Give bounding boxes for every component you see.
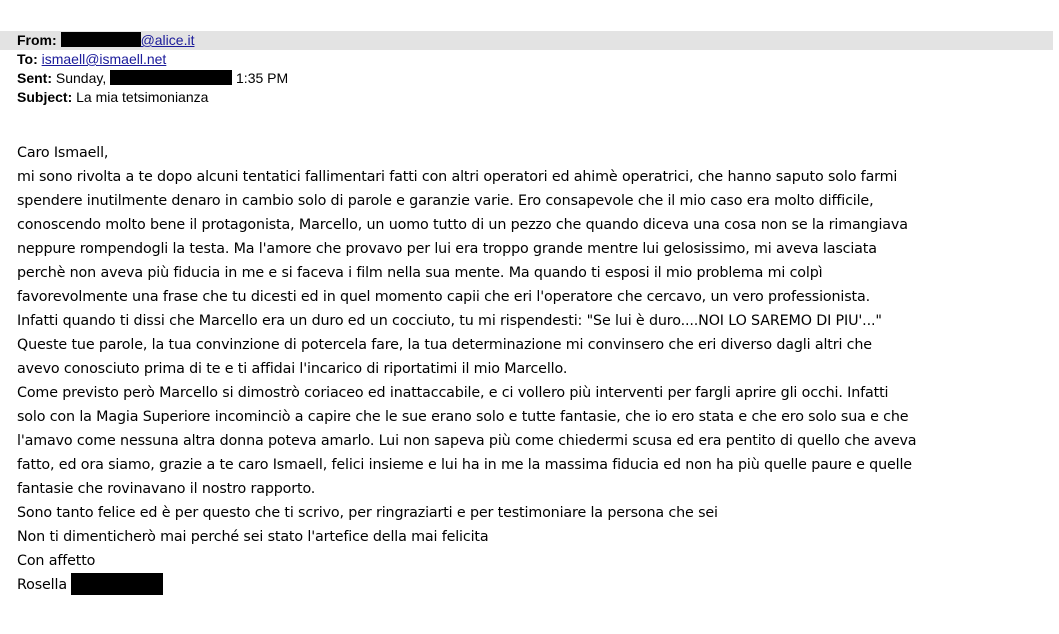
body-line: Come previsto però Marcello si dimostrò coriaceo ed inattaccabile, e ci vollero più interventi per fargli aprire gli occhi. Infatti bbox=[17, 385, 889, 401]
email-body bbox=[17, 141, 1057, 597]
body-line: mi sono rivolta a te dopo alcuni tentatici fallimentari fatti con altri operatori ed ahimè operatrici, che hanno saputo solo farmi bbox=[17, 169, 898, 185]
body-line: conoscendo molto bene il protagonista, Marcello, un uomo tutto di un pezzo che quando diceva una cosa non se la rimangiava bbox=[17, 217, 908, 233]
from-row bbox=[0, 31, 1053, 50]
subject-value: La mia tetsimonianza bbox=[76, 89, 209, 105]
body-line: fatto, ed ora siamo, grazie a te caro Ismaell, felici insieme e lui ha in me la massima fiducia ed non ha più quelle paure e quelle bbox=[17, 457, 912, 473]
body-line: Con affetto bbox=[17, 553, 96, 569]
to-label: To: bbox=[17, 51, 38, 67]
body-line: spendere inutilmente denaro in cambio solo di parole e garanzie varie. Ero consapevole che il mio caso era molto difficile, bbox=[17, 193, 874, 209]
body-line: Sono tanto felice ed è per questo che ti scrivo, per ringraziarti e per testimoniare la persona che sei bbox=[17, 505, 718, 521]
from-domain-link[interactable]: @alice.it bbox=[140, 32, 195, 48]
sent-time: 1:35 PM bbox=[236, 70, 289, 86]
subject-label: Subject: bbox=[17, 89, 73, 105]
to-row bbox=[0, 50, 1059, 69]
body-line: Infatti quando ti dissi che Marcello era un duro ed un cocciuto, tu mi rispendesti: "Se lui è duro....NOI LO SAREMO DI PIU'..." bbox=[17, 313, 882, 329]
body-line: fantasie che rovinavano il nostro rapporto. bbox=[17, 481, 316, 497]
body-line: Queste tue parole, la tua convinzione di potercela fare, la tua determinazione mi convinsero che eri diverso dagli altri che bbox=[17, 337, 872, 353]
body-line: solo con la Magia Superiore incominciò a capire che le sue erano solo e tutte fantasie, che io ero stata e che ero solo sua e che bbox=[17, 409, 909, 425]
from-redaction bbox=[61, 32, 141, 47]
from-label: From: bbox=[17, 32, 57, 48]
body-line: favorevolmente una frase che tu dicesti ed in quel momento capii che eri l'operatore che cercavo, un vero professionista. bbox=[17, 289, 871, 305]
sent-date-redaction bbox=[110, 70, 232, 85]
to-email-link[interactable]: ismaell@ismaell.net bbox=[41, 51, 167, 67]
body-line: l'amavo come nessuna altra donna poteva amarlo. Lui non sapeva più come chiedermi scusa ed era pentito di quello che aveva bbox=[17, 433, 917, 449]
email-header bbox=[0, 31, 1059, 107]
signature-redaction bbox=[71, 573, 163, 595]
sent-label: Sent: bbox=[17, 70, 52, 86]
sent-row bbox=[0, 69, 1059, 88]
sent-day: Sunday, bbox=[55, 70, 107, 86]
signature-name: Rosella bbox=[17, 577, 67, 593]
subject-row bbox=[0, 88, 1059, 107]
body-line: perchè non aveva più fiducia in me e si faceva i film nella sua mente. Ma quando ti esposi il mio problema mi colpì bbox=[17, 265, 823, 281]
body-line: Non ti dimenticherò mai perché sei stato l'artefice della mai felicita bbox=[17, 529, 489, 545]
signature-line bbox=[17, 573, 1057, 597]
body-line: neppure rompendogli la testa. Ma l'amore che provavo per lui era troppo grande mentre lui gelosissimo, mi aveva lasciata bbox=[17, 241, 877, 257]
body-line: Caro Ismaell, bbox=[17, 145, 109, 161]
body-line: avevo conosciuto prima di te e ti affidai l'incarico di riportatimi il mio Marcello. bbox=[17, 361, 568, 377]
